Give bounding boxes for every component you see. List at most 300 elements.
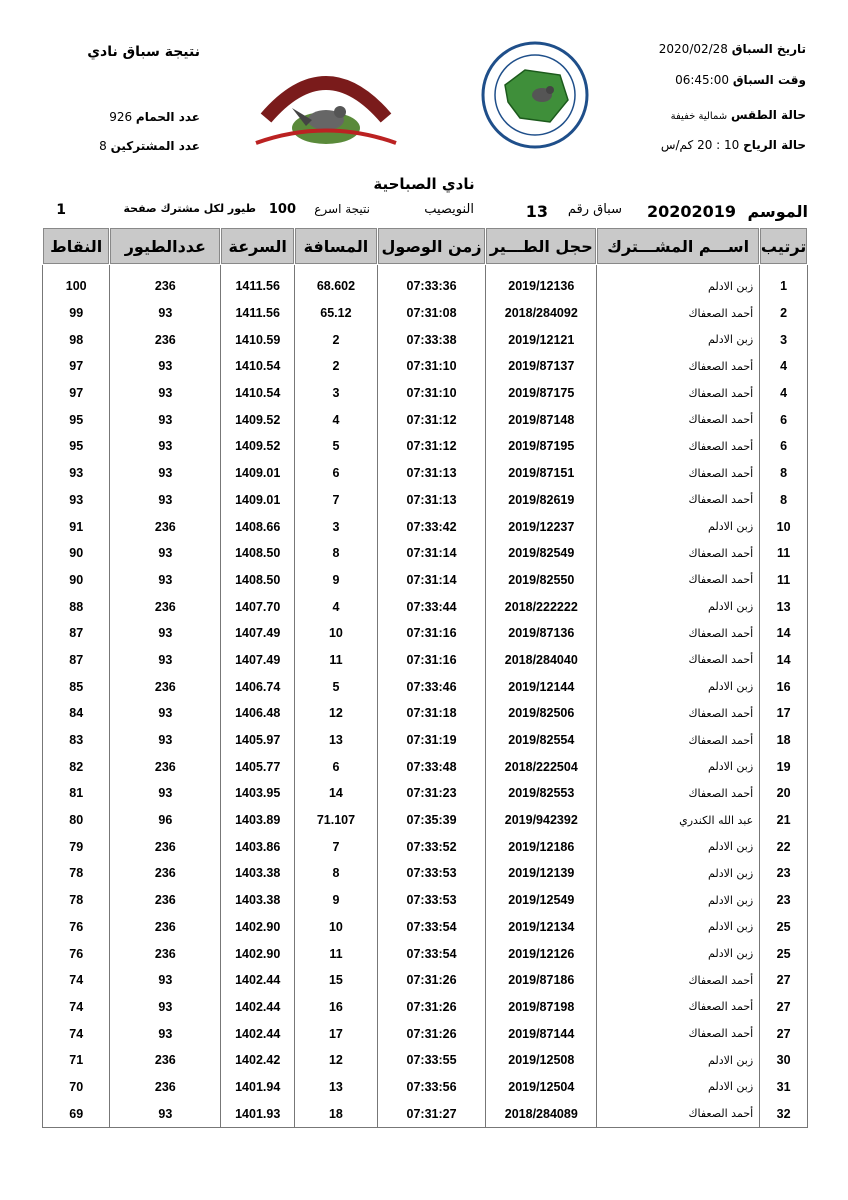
row-speed: 1406.48	[221, 700, 295, 727]
row-ring: 2019/82553	[486, 780, 597, 807]
row-ring: 2019/82619	[486, 487, 597, 514]
row-points: 90	[43, 540, 110, 567]
row-points: 100	[43, 273, 110, 300]
table-row	[43, 1074, 808, 1101]
club-name: نادي الصباحية	[373, 175, 475, 193]
row-arrival-time: 07:33:42	[377, 513, 486, 540]
row-ring: 2019/12549	[486, 887, 597, 914]
row-points: 93	[43, 460, 110, 487]
table-row	[43, 1100, 808, 1127]
row-arrival-time: 07:33:54	[377, 914, 486, 941]
row-arrival-time: 07:31:23	[377, 780, 486, 807]
row-birds: 236	[110, 914, 221, 941]
table-header	[43, 228, 808, 265]
row-distance: 71.107	[295, 807, 378, 834]
row-rank: 23	[760, 887, 808, 914]
row-rank: 32	[760, 1100, 808, 1127]
row-speed: 1402.90	[221, 914, 295, 941]
row-distance: 5	[295, 433, 378, 460]
row-birds: 93	[110, 406, 221, 433]
race-location: النويصيب	[424, 202, 474, 217]
row-distance: 16	[295, 994, 378, 1021]
wind: حالة الرياح 10 : 20 كم/س	[660, 138, 806, 152]
row-birds: 236	[110, 673, 221, 700]
col-participant: اســـم المشـــترك	[597, 228, 760, 265]
row-points: 99	[43, 300, 110, 327]
row-points: 88	[43, 593, 110, 620]
row-speed: 1403.38	[221, 887, 295, 914]
row-distance: 65.12	[295, 300, 378, 327]
row-arrival-time: 07:31:26	[377, 994, 486, 1021]
row-ring: 2019/87198	[486, 994, 597, 1021]
row-arrival-time: 07:31:16	[377, 647, 486, 674]
row-points: 83	[43, 727, 110, 754]
row-participant: أحمد الصعفاك	[597, 487, 760, 514]
row-distance: 6	[295, 460, 378, 487]
row-rank: 8	[760, 487, 808, 514]
row-speed: 1409.01	[221, 487, 295, 514]
table-row	[43, 593, 808, 620]
row-participant: أحمد الصعفاك	[597, 380, 760, 407]
col-speed: السرعة	[221, 228, 295, 265]
row-distance: 3	[295, 513, 378, 540]
row-arrival-time: 07:33:52	[377, 833, 486, 860]
row-birds: 93	[110, 300, 221, 327]
row-speed: 1409.52	[221, 406, 295, 433]
row-distance: 2	[295, 353, 378, 380]
row-participant: زبن الادلم	[597, 753, 760, 780]
race-number-label: سباق رقم	[567, 202, 622, 217]
row-rank: 3	[760, 326, 808, 353]
row-participant: أحمد الصعفاك	[597, 647, 760, 674]
row-rank: 4	[760, 380, 808, 407]
row-ring: 2019/87136	[486, 620, 597, 647]
row-birds: 236	[110, 326, 221, 353]
table-row	[43, 406, 808, 433]
row-birds: 236	[110, 833, 221, 860]
row-ring: 2018/222222	[486, 593, 597, 620]
row-speed: 1407.49	[221, 620, 295, 647]
row-ring: 2019/12186	[486, 833, 597, 860]
row-points: 78	[43, 860, 110, 887]
row-arrival-time: 07:31:14	[377, 567, 486, 594]
row-speed: 1402.44	[221, 994, 295, 1021]
table-row	[43, 620, 808, 647]
table-row	[43, 967, 808, 994]
row-participant: أحمد الصعفاك	[597, 406, 760, 433]
row-rank: 4	[760, 353, 808, 380]
row-ring: 2019/12139	[486, 860, 597, 887]
row-speed: 1408.50	[221, 540, 295, 567]
row-distance: 12	[295, 700, 378, 727]
row-arrival-time: 07:31:13	[377, 460, 486, 487]
pigeon-count: عدد الحمام 926	[109, 110, 200, 124]
row-rank: 22	[760, 833, 808, 860]
page-number: 1	[56, 202, 66, 218]
row-rank: 13	[760, 593, 808, 620]
row-rank: 14	[760, 620, 808, 647]
table-row	[43, 433, 808, 460]
race-info	[42, 202, 808, 224]
row-points: 78	[43, 887, 110, 914]
row-distance: 2	[295, 326, 378, 353]
row-speed: 1407.49	[221, 647, 295, 674]
row-arrival-time: 07:31:14	[377, 540, 486, 567]
row-birds: 236	[110, 1047, 221, 1074]
row-ring: 2019/12504	[486, 1074, 597, 1101]
row-speed: 1401.94	[221, 1074, 295, 1101]
row-speed: 1408.66	[221, 513, 295, 540]
row-arrival-time: 07:33:53	[377, 887, 486, 914]
row-points: 98	[43, 326, 110, 353]
row-birds: 93	[110, 487, 221, 514]
table-row	[43, 326, 808, 353]
row-rank: 23	[760, 860, 808, 887]
row-arrival-time: 07:31:19	[377, 727, 486, 754]
row-ring: 2019/82549	[486, 540, 597, 567]
row-participant: زبن الادلم	[597, 914, 760, 941]
table-row	[43, 860, 808, 887]
row-rank: 25	[760, 914, 808, 941]
table-row	[43, 380, 808, 407]
row-ring: 2019/82554	[486, 727, 597, 754]
row-participant: زبن الادلم	[597, 593, 760, 620]
row-rank: 6	[760, 433, 808, 460]
row-rank: 25	[760, 940, 808, 967]
row-rank: 6	[760, 406, 808, 433]
row-ring: 2019/12126	[486, 940, 597, 967]
row-distance: 13	[295, 727, 378, 754]
season-value: 20202019	[646, 202, 736, 221]
row-participant: زبن الادلم	[597, 1047, 760, 1074]
table-row	[43, 780, 808, 807]
row-arrival-time: 07:33:55	[377, 1047, 486, 1074]
row-participant: زبن الادلم	[597, 273, 760, 300]
row-ring: 2019/87137	[486, 353, 597, 380]
row-birds: 93	[110, 620, 221, 647]
row-points: 95	[43, 406, 110, 433]
row-rank: 21	[760, 807, 808, 834]
row-distance: 11	[295, 940, 378, 967]
row-rank: 8	[760, 460, 808, 487]
table-row	[43, 540, 808, 567]
row-participant: أحمد الصعفاك	[597, 1100, 760, 1127]
row-speed: 1405.77	[221, 753, 295, 780]
table-row	[43, 753, 808, 780]
row-participant: أحمد الصعفاك	[597, 727, 760, 754]
row-participant: زبن الادلم	[597, 833, 760, 860]
table-row	[43, 994, 808, 1021]
row-birds: 93	[110, 567, 221, 594]
row-rank: 18	[760, 727, 808, 754]
row-speed: 1410.54	[221, 380, 295, 407]
row-speed: 1403.38	[221, 860, 295, 887]
row-arrival-time: 07:31:27	[377, 1100, 486, 1127]
row-participant: أحمد الصعفاك	[597, 300, 760, 327]
row-distance: 14	[295, 780, 378, 807]
row-participant: عبد الله الكندري	[597, 807, 760, 834]
row-ring: 2019/87175	[486, 380, 597, 407]
table-row	[43, 807, 808, 834]
row-birds: 93	[110, 727, 221, 754]
row-points: 69	[43, 1100, 110, 1127]
row-points: 81	[43, 780, 110, 807]
row-ring: 2019/87186	[486, 967, 597, 994]
row-arrival-time: 07:33:36	[377, 273, 486, 300]
row-rank: 27	[760, 967, 808, 994]
row-birds: 93	[110, 380, 221, 407]
col-arrival-time: زمن الوصول	[377, 228, 486, 265]
row-participant: أحمد الصعفاك	[597, 433, 760, 460]
row-points: 74	[43, 967, 110, 994]
table-row	[43, 727, 808, 754]
race-date: تاريخ السباق 2020/02/28	[658, 42, 806, 56]
row-birds: 236	[110, 887, 221, 914]
table-row	[43, 460, 808, 487]
row-birds: 93	[110, 1100, 221, 1127]
fastest-label: نتيجة اسرع	[314, 202, 370, 216]
row-rank: 20	[760, 780, 808, 807]
row-ring: 2019/12121	[486, 326, 597, 353]
table-row	[43, 673, 808, 700]
row-ring: 2019/87148	[486, 406, 597, 433]
row-points: 71	[43, 1047, 110, 1074]
row-points: 76	[43, 940, 110, 967]
row-participant: أحمد الصعفاك	[597, 967, 760, 994]
row-arrival-time: 07:31:12	[377, 406, 486, 433]
row-points: 85	[43, 673, 110, 700]
row-birds: 236	[110, 273, 221, 300]
row-birds: 93	[110, 1020, 221, 1047]
table-row	[43, 700, 808, 727]
row-distance: 17	[295, 1020, 378, 1047]
row-participant: زبن الادلم	[597, 513, 760, 540]
row-speed: 1403.95	[221, 780, 295, 807]
row-speed: 1410.59	[221, 326, 295, 353]
row-arrival-time: 07:33:38	[377, 326, 486, 353]
row-points: 82	[43, 753, 110, 780]
row-points: 70	[43, 1074, 110, 1101]
results-table	[42, 227, 808, 1128]
row-arrival-time: 07:33:53	[377, 860, 486, 887]
col-birds: عددالطيور	[110, 228, 221, 265]
table-row	[43, 833, 808, 860]
row-arrival-time: 07:31:16	[377, 620, 486, 647]
row-distance: 15	[295, 967, 378, 994]
row-birds: 93	[110, 700, 221, 727]
row-birds: 236	[110, 1074, 221, 1101]
row-participant: أحمد الصعفاك	[597, 780, 760, 807]
row-birds: 93	[110, 540, 221, 567]
row-ring: 2018/284092	[486, 300, 597, 327]
row-arrival-time: 07:33:54	[377, 940, 486, 967]
row-distance: 18	[295, 1100, 378, 1127]
row-speed: 1402.44	[221, 1020, 295, 1047]
row-speed: 1411.56	[221, 273, 295, 300]
row-participant: زبن الادلم	[597, 887, 760, 914]
row-rank: 1	[760, 273, 808, 300]
row-points: 95	[43, 433, 110, 460]
participant-count: عدد المشتركين 8	[99, 139, 200, 153]
row-points: 93	[43, 487, 110, 514]
col-points: النقاط	[43, 228, 110, 265]
row-ring: 2018/284089	[486, 1100, 597, 1127]
row-speed: 1403.86	[221, 833, 295, 860]
row-distance: 68.602	[295, 273, 378, 300]
row-participant: أحمد الصعفاك	[597, 994, 760, 1021]
row-rank: 2	[760, 300, 808, 327]
row-speed: 1407.70	[221, 593, 295, 620]
row-speed: 1405.97	[221, 727, 295, 754]
row-birds: 236	[110, 940, 221, 967]
row-distance: 7	[295, 833, 378, 860]
row-rank: 27	[760, 1020, 808, 1047]
row-rank: 10	[760, 513, 808, 540]
row-birds: 93	[110, 994, 221, 1021]
table-row	[43, 1047, 808, 1074]
row-ring: 2019/12237	[486, 513, 597, 540]
table-row	[43, 300, 808, 327]
row-points: 76	[43, 914, 110, 941]
row-birds: 236	[110, 753, 221, 780]
row-distance: 6	[295, 753, 378, 780]
club-logo	[246, 48, 406, 158]
table-row	[43, 1020, 808, 1047]
row-birds: 93	[110, 780, 221, 807]
row-distance: 13	[295, 1074, 378, 1101]
row-distance: 11	[295, 647, 378, 674]
row-speed: 1410.54	[221, 353, 295, 380]
row-rank: 11	[760, 567, 808, 594]
row-points: 80	[43, 807, 110, 834]
row-participant: أحمد الصعفاك	[597, 567, 760, 594]
row-birds: 93	[110, 353, 221, 380]
row-speed: 1402.44	[221, 967, 295, 994]
row-arrival-time: 07:31:26	[377, 967, 486, 994]
row-speed: 1409.52	[221, 433, 295, 460]
row-rank: 17	[760, 700, 808, 727]
row-arrival-time: 07:33:56	[377, 1074, 486, 1101]
row-arrival-time: 07:31:18	[377, 700, 486, 727]
row-arrival-time: 07:33:46	[377, 673, 486, 700]
row-rank: 11	[760, 540, 808, 567]
row-distance: 9	[295, 567, 378, 594]
row-distance: 12	[295, 1047, 378, 1074]
row-arrival-time: 07:35:39	[377, 807, 486, 834]
row-points: 74	[43, 1020, 110, 1047]
row-birds: 93	[110, 967, 221, 994]
row-participant: زبن الادلم	[597, 860, 760, 887]
row-ring: 2019/87151	[486, 460, 597, 487]
row-birds: 236	[110, 860, 221, 887]
table-row	[43, 487, 808, 514]
row-speed: 1401.93	[221, 1100, 295, 1127]
row-arrival-time: 07:31:13	[377, 487, 486, 514]
row-distance: 5	[295, 673, 378, 700]
season-label: الموسم	[747, 202, 808, 221]
row-points: 79	[43, 833, 110, 860]
row-birds: 236	[110, 593, 221, 620]
row-points: 84	[43, 700, 110, 727]
table-row	[43, 647, 808, 674]
row-rank: 27	[760, 994, 808, 1021]
race-number: 13	[525, 202, 548, 221]
row-ring: 2019/12136	[486, 273, 597, 300]
row-distance: 4	[295, 593, 378, 620]
row-ring: 2019/82550	[486, 567, 597, 594]
row-participant: زبن الادلم	[597, 940, 760, 967]
row-arrival-time: 07:31:08	[377, 300, 486, 327]
row-distance: 3	[295, 380, 378, 407]
row-birds: 93	[110, 460, 221, 487]
row-speed: 1409.01	[221, 460, 295, 487]
row-points: 91	[43, 513, 110, 540]
row-participant: أحمد الصعفاك	[597, 540, 760, 567]
federation-logo	[470, 40, 600, 150]
row-speed: 1411.56	[221, 300, 295, 327]
table-row	[43, 567, 808, 594]
row-ring: 2019/87144	[486, 1020, 597, 1047]
row-arrival-time: 07:33:44	[377, 593, 486, 620]
row-rank: 19	[760, 753, 808, 780]
row-ring: 2019/12134	[486, 914, 597, 941]
row-participant: زبن الادلم	[597, 673, 760, 700]
col-ring: حجل الطـــير	[486, 228, 597, 265]
row-distance: 9	[295, 887, 378, 914]
row-points: 97	[43, 380, 110, 407]
row-speed: 1406.74	[221, 673, 295, 700]
row-points: 74	[43, 994, 110, 1021]
row-distance: 8	[295, 860, 378, 887]
row-ring: 2019/12144	[486, 673, 597, 700]
weather: حالة الطقس شمالية خفيفة	[670, 108, 806, 122]
row-distance: 7	[295, 487, 378, 514]
row-participant: أحمد الصعفاك	[597, 353, 760, 380]
row-ring: 2018/284040	[486, 647, 597, 674]
row-participant: زبن الادلم	[597, 1074, 760, 1101]
row-participant: زبن الادلم	[597, 326, 760, 353]
row-distance: 8	[295, 540, 378, 567]
row-distance: 10	[295, 914, 378, 941]
row-points: 97	[43, 353, 110, 380]
row-distance: 10	[295, 620, 378, 647]
row-birds: 236	[110, 513, 221, 540]
row-speed: 1402.42	[221, 1047, 295, 1074]
row-rank: 14	[760, 647, 808, 674]
row-rank: 31	[760, 1074, 808, 1101]
row-participant: أحمد الصعفاك	[597, 700, 760, 727]
row-points: 87	[43, 620, 110, 647]
row-points: 90	[43, 567, 110, 594]
row-points: 87	[43, 647, 110, 674]
row-arrival-time: 07:33:48	[377, 753, 486, 780]
row-participant: أحمد الصعفاك	[597, 460, 760, 487]
row-ring: 2019/87195	[486, 433, 597, 460]
table-row	[43, 353, 808, 380]
table-row	[43, 513, 808, 540]
row-birds: 93	[110, 433, 221, 460]
per-participant-label: طيور لكل مشترك صفحة	[123, 202, 256, 215]
row-arrival-time: 07:31:12	[377, 433, 486, 460]
row-ring: 2019/942392	[486, 807, 597, 834]
table-row	[43, 940, 808, 967]
row-speed: 1403.89	[221, 807, 295, 834]
table-row	[43, 887, 808, 914]
row-rank: 30	[760, 1047, 808, 1074]
row-birds: 96	[110, 807, 221, 834]
row-ring: 2018/222504	[486, 753, 597, 780]
row-arrival-time: 07:31:10	[377, 380, 486, 407]
